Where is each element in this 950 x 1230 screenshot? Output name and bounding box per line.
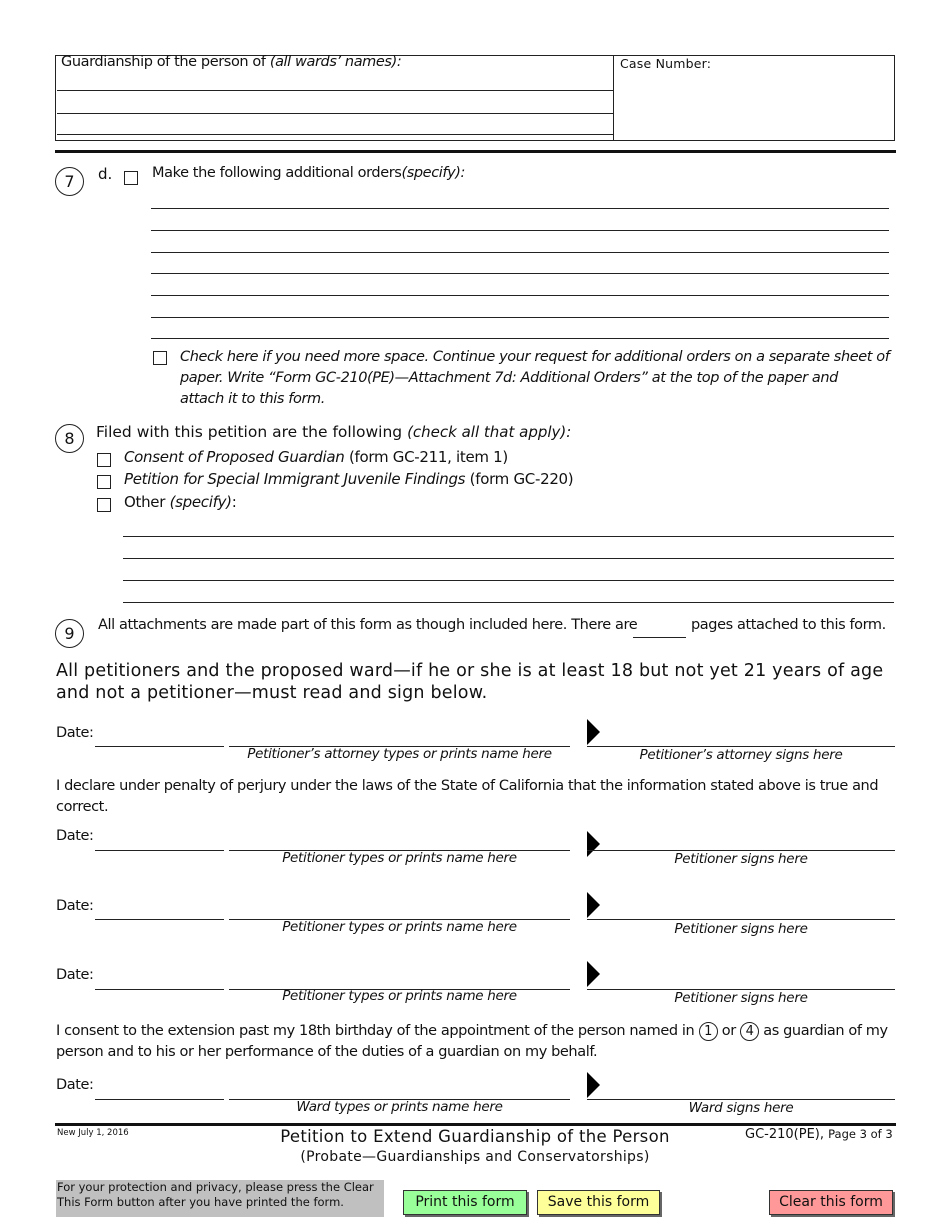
ward-date-label: Date: [56, 1077, 94, 1093]
orders-line-3[interactable] [151, 252, 889, 253]
petitioner-2-signature-line[interactable] [587, 919, 895, 920]
case-number-input[interactable] [616, 74, 892, 138]
print-button[interactable]: Print this form [403, 1190, 527, 1215]
attorney-date-label: Date: [56, 725, 94, 741]
petitioner-3-sign-arrow-icon [587, 961, 600, 987]
sij-option: Petition for Special Immigrant Juvenile Findings (form GC-220) [124, 470, 574, 488]
footer-rule [55, 1123, 896, 1126]
sign-instruction: All petitioners and the proposed ward—if he or she is at least 18 but not yet 21 years of age and not a petitioner—must read and sign below. [56, 661, 884, 703]
ward-name-line-3[interactable] [57, 134, 613, 135]
petitioner-1-name-caption: Petitioner types or prints name here [282, 850, 517, 866]
item-7-number: 7 [55, 167, 84, 196]
attorney-name-caption: Petitioner’s attorney types or prints name here [247, 746, 552, 762]
other-line-2[interactable] [123, 558, 894, 559]
orders-line-1[interactable] [151, 208, 889, 209]
petitioner-3-date-label: Date: [56, 967, 94, 983]
pages-attached-input[interactable] [633, 637, 686, 638]
petitioner-2-name-caption: Petitioner types or prints name here [282, 919, 517, 935]
ward-name-line-2[interactable] [57, 113, 613, 114]
item-9-text-before: All attachments are made part of this form as though included here. There are [98, 617, 638, 633]
item-8-label: Filed with this petition are the following (check all that apply): [96, 423, 572, 441]
orders-line-4[interactable] [151, 273, 889, 274]
other-line-1[interactable] [123, 536, 894, 537]
privacy-note: For your protection and privacy, please press the Clear This Form button after you have printed the form. [56, 1180, 384, 1217]
declaration-text: I declare under penalty of perjury under the laws of the State of California that the information stated above is true and correct. [56, 778, 879, 815]
petitioner-1-date-input[interactable] [95, 850, 224, 851]
form-id: GC-210(PE), Page 3 of 3 [745, 1127, 893, 1142]
item-7d-checkbox[interactable] [124, 171, 138, 185]
item-7d-letter: d. [98, 165, 113, 183]
orders-line-5[interactable] [151, 295, 889, 296]
orders-line-7[interactable] [151, 338, 889, 339]
guardianship-label: Guardianship of the person of (all wards’ names): [61, 54, 402, 70]
consent-item-4-ref: 4 [740, 1022, 759, 1041]
ward-date-input[interactable] [95, 1099, 224, 1100]
item-8-number: 8 [55, 424, 84, 453]
form-subtitle: (Probate—Guardianships and Conservatorships) [300, 1149, 650, 1165]
ward-name-caption: Ward types or prints name here [296, 1099, 503, 1115]
clear-button[interactable]: Clear this form [769, 1190, 893, 1215]
ward-sign-arrow-icon [587, 1072, 600, 1098]
petitioner-3-sign-caption: Petitioner signs here [674, 990, 808, 1006]
more-space-text: Check here if you need more space. Continue your request for additional orders on a separate sheet of paper. Write “Form GC-210(PE)—Attachment 7d: Additional Orders” at the top of the paper and attach it to this form. [180, 349, 890, 407]
case-number-label: Case Number: [620, 56, 712, 71]
consent-option: Consent of Proposed Guardian (form GC-211, item 1) [124, 448, 508, 466]
save-button[interactable]: Save this form [537, 1190, 660, 1215]
revision-date: New July 1, 2016 [57, 1128, 129, 1138]
petitioner-2-date-label: Date: [56, 898, 94, 914]
orders-line-6[interactable] [151, 317, 889, 318]
petitioner-1-sign-caption: Petitioner signs here [674, 851, 808, 867]
ward-sign-caption: Ward signs here [688, 1100, 794, 1116]
other-checkbox[interactable] [97, 498, 111, 512]
attorney-sign-caption: Petitioner’s attorney signs here [639, 747, 843, 763]
sij-checkbox[interactable] [97, 475, 111, 489]
attorney-sign-arrow-icon [587, 719, 600, 745]
header-rule [55, 150, 896, 153]
item-9-text-after: pages attached to this form. [691, 617, 886, 633]
ward-name-line-1[interactable] [57, 90, 613, 91]
other-option: Other (specify): [124, 493, 237, 511]
item-7d-label: Make the following additional orders(specify): [152, 165, 466, 181]
orders-line-2[interactable] [151, 230, 889, 231]
form-title: Petition to Extend Guardianship of the Person [280, 1127, 670, 1146]
other-line-4[interactable] [123, 602, 894, 603]
petitioner-3-date-input[interactable] [95, 989, 224, 990]
more-space-checkbox[interactable] [153, 351, 167, 365]
petitioner-3-name-caption: Petitioner types or prints name here [282, 988, 517, 1004]
petitioner-2-sign-arrow-icon [587, 892, 600, 918]
consent-checkbox[interactable] [97, 453, 111, 467]
consent-text: I consent to the extension past my 18th birthday of the appointment of the person named in 1 or 4 as guardian of my person and to his or her performance of the duties of a guardian on my behalf. [56, 1023, 888, 1060]
item-9-number: 9 [55, 619, 84, 648]
consent-item-1-ref: 1 [699, 1022, 718, 1041]
petitioner-1-date-label: Date: [56, 828, 94, 844]
attorney-date-input[interactable] [95, 746, 224, 747]
other-line-3[interactable] [123, 580, 894, 581]
caption-divider [613, 55, 614, 141]
petitioner-2-sign-caption: Petitioner signs here [674, 921, 808, 937]
petitioner-2-date-input[interactable] [95, 919, 224, 920]
